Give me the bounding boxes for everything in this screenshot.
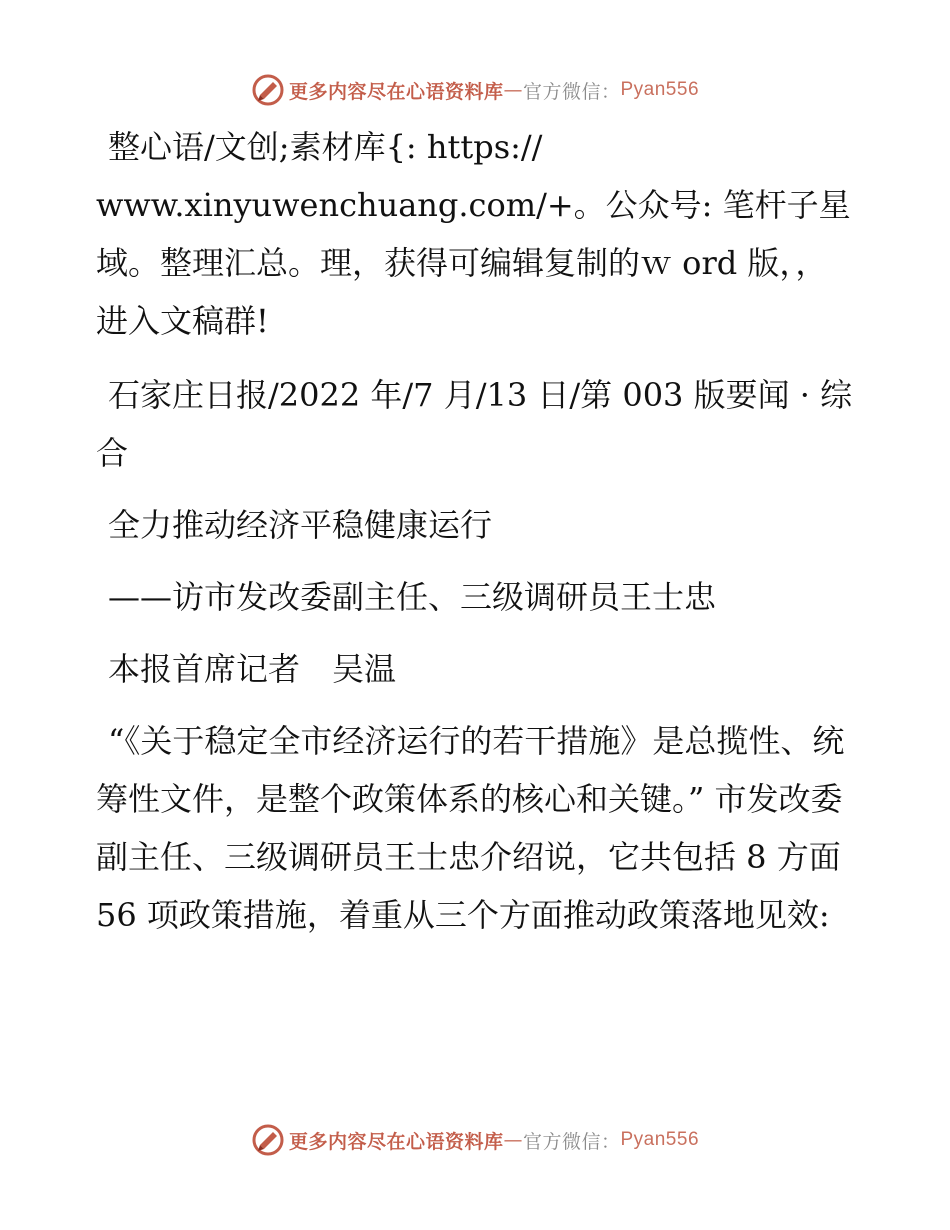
banner-title: 更多内容尽在心语资料库 — [288, 1130, 504, 1153]
pen-logo-icon — [251, 73, 285, 107]
header-banner — [0, 70, 950, 110]
subheadline: ——访市发改委副主任、三级调研员王士忠 — [108, 578, 717, 616]
pen-logo-icon — [251, 1123, 285, 1157]
intro-paragraph: 整心语/文创;素材库{: https:// www.xinyuwenchuang.com/+。公众号: 笔杆子星域。整理汇总。理，获得可编辑复制的ｗ ord 版，，进入文稿群! — [96, 128, 851, 340]
banner-title: 更多内容尽在心语资料库 — [288, 80, 504, 103]
banner-dash: — — [503, 1129, 523, 1151]
headline: 全力推动经济平稳健康运行 — [108, 506, 493, 544]
byline: 本报首席记者 吴温 — [108, 650, 397, 688]
banner-wechat-id: Pyan556 — [620, 1129, 700, 1150]
banner-wechat-label: 官方微信： — [522, 80, 621, 103]
footer-banner — [0, 1120, 950, 1160]
source-line: 石家庄日报/2022 年/7 月/13 日/第 003 版要闻 · 综合 — [96, 376, 853, 472]
banner-wechat-label: 官方微信： — [522, 1130, 621, 1153]
body-paragraph: “《关于稳定全市经济运行的若干措施》是总揽性、统筹性文件，是整个政策体系的核心和关键。” 市发改委副主任、三级调研员王士忠介绍说，它共包括 8 方面 56 项政策措施，着重从三个方面推动政策落地见效: — [96, 722, 845, 934]
document-body — [96, 118, 856, 958]
banner-wechat-id: Pyan556 — [620, 79, 700, 100]
banner-dash: — — [503, 79, 523, 101]
